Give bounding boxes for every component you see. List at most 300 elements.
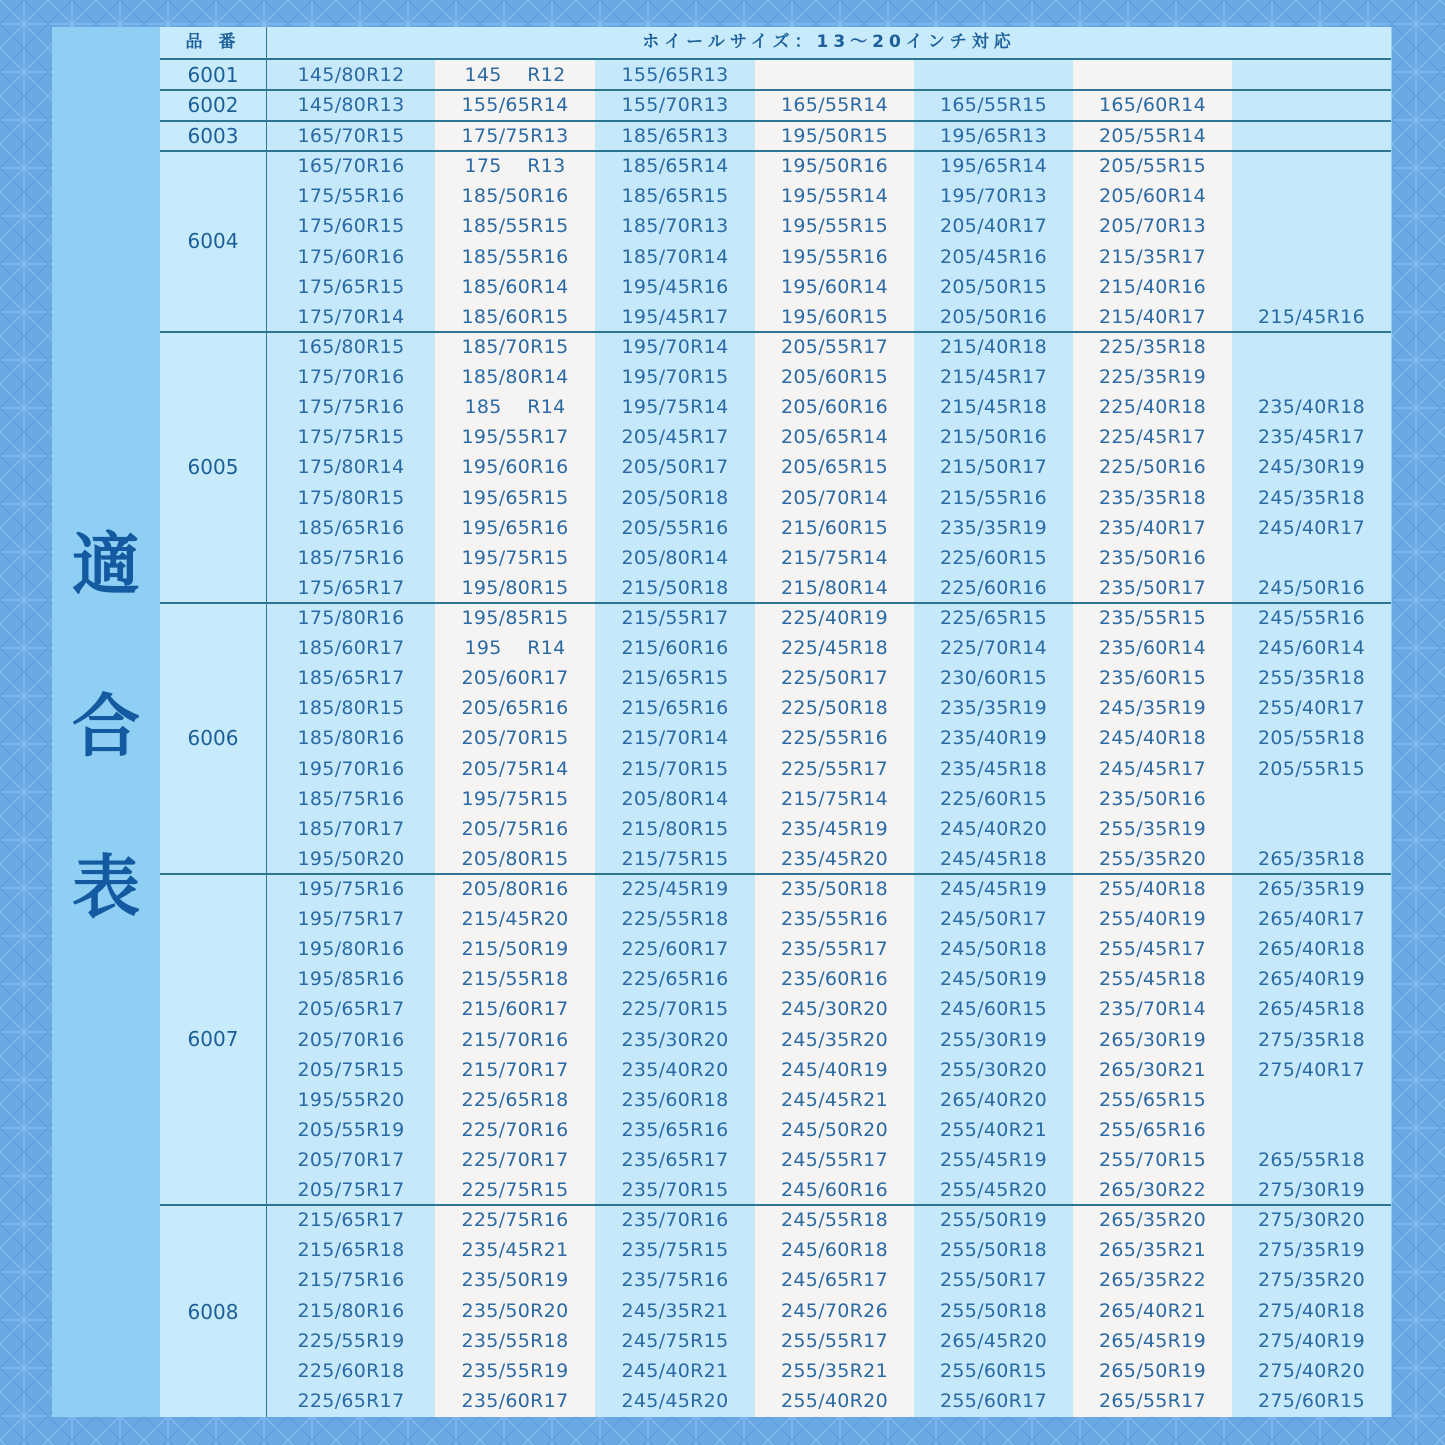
tire-size-cell: 215/80R15 <box>621 817 729 840</box>
tire-size-cell: 275/40R20 <box>1258 1360 1365 1382</box>
part-number: 6006 <box>187 726 239 750</box>
tire-size-cell: 245/35R20 <box>781 1028 888 1051</box>
tire-size-cell: 195/85R16 <box>297 968 405 991</box>
tire-size-cell: 195/70R16 <box>297 757 405 780</box>
tire-size-cell: 215/65R16 <box>621 697 729 720</box>
tire-size-cell: 215/45R20 <box>461 908 569 931</box>
tire-size-cell: 235/60R15 <box>1099 667 1206 690</box>
tire-size-cell: 195/75R14 <box>621 396 729 419</box>
tire-size-cell: 245/45R17 <box>1099 757 1206 780</box>
title-char-2: 合 <box>71 688 140 767</box>
tire-size-cell: 265/35R19 <box>1258 878 1365 900</box>
tire-size-cell: 195/85R15 <box>461 607 569 629</box>
tire-size-cell: 245/50R17 <box>940 908 1047 931</box>
tire-size-cell: 245/40R17 <box>1258 516 1365 539</box>
tire-size-cell: 225/55R17 <box>781 757 888 780</box>
tire-size-cell: 165/80R15 <box>297 336 405 358</box>
tire-size-cell: 215/55R18 <box>461 968 569 991</box>
part-number: 6004 <box>187 229 239 253</box>
tire-size-cell: 175/65R15 <box>297 275 405 298</box>
title-char-1: 適 <box>71 526 140 605</box>
tire-size-cell: 225/50R17 <box>781 667 888 690</box>
tire-size-cell: 215/50R18 <box>621 576 729 599</box>
tire-size-cell: 205/65R17 <box>297 998 405 1021</box>
tire-size-cell: 225/40R18 <box>1099 396 1206 419</box>
tire-size-cell: 205/80R15 <box>461 847 569 870</box>
tire-size-cell: 255/45R19 <box>940 1148 1047 1171</box>
tire-size-cell: 165/55R15 <box>940 94 1047 116</box>
tire-size-cell: 265/45R19 <box>1099 1329 1206 1352</box>
tire-size-cell: 195/70R14 <box>621 336 729 358</box>
tire-size-cell: 215/65R18 <box>297 1239 405 1262</box>
tire-size-cell: 245/50R19 <box>940 968 1047 991</box>
tire-size-cell: 255/40R17 <box>1258 697 1365 720</box>
tire-size-cell: 265/50R19 <box>1099 1360 1206 1382</box>
tire-size-cell: 205/60R14 <box>1099 185 1206 208</box>
tire-size-cell: 235/70R14 <box>1099 998 1206 1021</box>
tire-size-cell: 165/60R14 <box>1099 94 1206 116</box>
tire-size-cell: 225/50R16 <box>1099 456 1206 479</box>
tire-size-cell: 215/75R14 <box>781 546 888 569</box>
tire-size-cell: 195/75R15 <box>461 546 569 569</box>
tire-size-cell: 235/45R21 <box>461 1239 569 1262</box>
tire-size-cell: 245/30R20 <box>781 998 888 1021</box>
tire-size-cell: 225/65R18 <box>461 1088 569 1111</box>
tire-size-cell: 185/70R14 <box>621 245 729 268</box>
tire-size-cell: 205/65R14 <box>781 426 888 449</box>
tire-size-cell: 225/70R17 <box>461 1148 569 1171</box>
part-number: 6007 <box>187 1027 239 1051</box>
tire-size-cell: 235/50R19 <box>461 1269 569 1292</box>
tire-size-cell: 195/55R16 <box>781 245 888 268</box>
tire-size-cell: 175/80R14 <box>297 456 405 479</box>
tire-size-cell: 175/60R16 <box>297 245 405 268</box>
tire-size-cell: 245/40R18 <box>1099 727 1206 750</box>
tire-size-cell: 175/60R15 <box>297 215 405 238</box>
tire-size-cell: 215/55R16 <box>940 486 1047 509</box>
tire-size-cell: 145 R12 <box>464 64 566 86</box>
tire-size-cell: 225/75R15 <box>461 1179 569 1201</box>
tire-size-cell: 205/65R15 <box>781 456 888 479</box>
tire-size-cell: 245/50R20 <box>781 1118 888 1141</box>
tire-size-cell: 215/35R17 <box>1099 245 1206 268</box>
tire-size-cell: 195/45R16 <box>621 275 729 298</box>
tire-size-cell: 235/50R17 <box>1099 576 1206 599</box>
part-number: 6002 <box>187 93 239 117</box>
tire-size-cell: 215/50R19 <box>461 938 569 961</box>
tire-size-cell: 205/50R18 <box>621 486 729 509</box>
compatibility-table <box>160 27 1391 1417</box>
tire-size-cell: 185/65R15 <box>621 185 729 208</box>
tire-size-cell: 215/60R16 <box>621 637 729 660</box>
tire-size-cell: 235/40R19 <box>940 727 1047 750</box>
tire-size-cell: 155/65R13 <box>621 64 729 86</box>
tire-size-cell: 215/70R15 <box>621 757 729 780</box>
tire-size-cell: 195/75R16 <box>297 878 405 900</box>
tire-size-cell: 255/35R21 <box>781 1360 888 1382</box>
tire-size-cell: 175 R13 <box>464 155 566 177</box>
tire-size-cell: 265/40R17 <box>1258 908 1365 931</box>
tire-size-cell: 235/55R19 <box>461 1360 569 1382</box>
tire-size-cell: 225/70R14 <box>940 637 1047 660</box>
tire-size-cell: 215/80R16 <box>297 1299 405 1322</box>
tire-size-cell: 245/35R19 <box>1099 697 1206 720</box>
tire-size-cell: 195/50R16 <box>781 155 888 177</box>
tire-size-cell: 195/70R15 <box>621 366 729 389</box>
tire-size-cell: 235/65R16 <box>621 1118 729 1141</box>
tire-size-cell: 225/40R19 <box>781 607 888 629</box>
tire-size-cell: 255/50R17 <box>940 1269 1047 1292</box>
tire-size-cell: 165/70R16 <box>297 155 405 177</box>
tire-size-cell: 235/55R15 <box>1099 607 1206 629</box>
tire-size-cell: 205/75R17 <box>297 1179 405 1201</box>
tire-size-cell: 225/35R19 <box>1099 366 1206 389</box>
tire-size-cell: 245/35R21 <box>621 1299 729 1322</box>
tire-size-cell: 245/35R18 <box>1258 486 1365 509</box>
tire-size-cell: 215/50R16 <box>940 426 1047 449</box>
tire-size-cell: 235/40R17 <box>1099 516 1206 539</box>
tire-size-cell: 225/45R19 <box>621 878 729 900</box>
tire-size-cell: 215/40R18 <box>940 336 1047 358</box>
tire-size-cell: 205/50R17 <box>621 456 729 479</box>
tire-size-cell: 155/65R14 <box>461 94 569 116</box>
tire-size-cell: 245/50R18 <box>940 938 1047 961</box>
tire-size-cell: 205/70R14 <box>781 486 888 509</box>
tire-size-cell: 245/70R26 <box>781 1299 888 1322</box>
tire-size-cell: 235/75R15 <box>621 1239 729 1262</box>
tire-size-cell: 215/40R16 <box>1099 275 1206 298</box>
tire-size-cell: 205/55R16 <box>621 516 729 539</box>
tire-size-cell: 235/65R17 <box>621 1148 729 1171</box>
tire-size-cell: 265/40R19 <box>1258 968 1365 991</box>
part-number: 6003 <box>187 124 239 148</box>
tire-size-cell: 225/65R16 <box>621 968 729 991</box>
tire-size-cell: 235/60R17 <box>461 1390 569 1413</box>
wheel-size-header: ホイールサイズ：13〜20インチ対応 <box>642 32 1016 52</box>
tire-size-cell: 255/55R17 <box>781 1329 888 1352</box>
tire-size-cell: 245/75R15 <box>621 1329 729 1352</box>
tire-size-cell: 185/65R17 <box>297 667 405 690</box>
tire-size-cell: 245/60R14 <box>1258 637 1365 660</box>
tire-size-cell: 215/45R18 <box>940 396 1047 419</box>
tire-size-cell: 215/55R17 <box>621 607 729 629</box>
tire-size-cell: 215/75R16 <box>297 1269 405 1292</box>
tire-size-cell: 225/60R17 <box>621 938 729 961</box>
tire-size-cell: 215/50R17 <box>940 456 1047 479</box>
tire-size-cell: 175/55R16 <box>297 185 405 208</box>
tire-size-cell: 235/35R19 <box>940 516 1047 539</box>
tire-size-cell: 185/55R16 <box>461 245 569 268</box>
tire-size-cell: 185/80R16 <box>297 727 405 750</box>
tire-size-cell: 255/40R21 <box>940 1118 1047 1141</box>
tire-size-cell: 185/75R16 <box>297 546 405 569</box>
tire-size-cell: 175/75R13 <box>461 125 569 147</box>
tire-size-cell: 175/75R15 <box>297 426 405 449</box>
tire-size-cell: 235/45R17 <box>1258 426 1365 449</box>
tire-size-cell: 145/80R12 <box>297 64 405 86</box>
tire-size-cell: 195/65R14 <box>940 155 1047 177</box>
tire-size-cell: 245/45R18 <box>940 847 1047 870</box>
tire-size-cell: 185/60R15 <box>461 306 569 328</box>
tire-size-cell: 215/75R14 <box>781 787 888 810</box>
tire-size-cell: 185 R14 <box>464 396 566 419</box>
title-char-3: 表 <box>71 849 140 928</box>
tire-size-cell: 195/55R14 <box>781 185 888 208</box>
tire-size-cell: 215/40R17 <box>1099 306 1206 328</box>
tire-size-cell: 215/60R17 <box>461 998 569 1021</box>
tire-size-cell: 235/70R16 <box>621 1209 729 1231</box>
tire-size-cell: 205/80R14 <box>621 787 729 810</box>
tire-size-cell: 245/45R19 <box>940 878 1047 900</box>
tire-size-cell: 225/70R16 <box>461 1118 569 1141</box>
tire-size-cell: 185/75R16 <box>297 787 405 810</box>
tire-size-cell: 225/60R15 <box>940 546 1047 569</box>
tire-size-cell: 245/40R21 <box>621 1360 729 1382</box>
tire-size-cell: 255/35R18 <box>1258 667 1365 690</box>
tire-size-cell: 195/65R16 <box>461 516 569 539</box>
tire-size-cell: 165/70R15 <box>297 125 405 147</box>
tire-size-cell: 205/70R15 <box>461 727 569 750</box>
tire-size-cell: 255/35R19 <box>1099 817 1206 840</box>
tire-size-cell: 215/45R16 <box>1258 306 1365 328</box>
tire-size-cell: 205/65R16 <box>461 697 569 720</box>
tire-size-cell: 205/45R16 <box>940 245 1047 268</box>
tire-size-cell: 265/55R17 <box>1099 1390 1206 1413</box>
tire-size-cell: 185/55R15 <box>461 215 569 238</box>
tire-size-cell: 225/45R17 <box>1099 426 1206 449</box>
tire-size-cell: 255/40R19 <box>1099 908 1206 931</box>
tire-size-cell: 225/55R18 <box>621 908 729 931</box>
tire-size-cell: 245/60R16 <box>781 1179 888 1201</box>
tire-size-cell: 225/65R15 <box>940 607 1047 629</box>
tire-size-cell: 265/45R18 <box>1258 998 1365 1021</box>
tire-size-cell: 205/70R17 <box>297 1148 405 1171</box>
tire-size-cell: 225/75R16 <box>461 1209 569 1231</box>
tire-size-cell: 235/75R16 <box>621 1269 729 1292</box>
tire-size-cell: 215/70R16 <box>461 1028 569 1051</box>
tire-size-cell: 195/55R20 <box>297 1088 405 1111</box>
tire-size-cell: 205/80R14 <box>621 546 729 569</box>
tire-size-cell: 215/75R15 <box>621 847 729 870</box>
tire-size-cell: 195/55R15 <box>781 215 888 238</box>
tire-size-cell: 275/40R17 <box>1258 1058 1365 1081</box>
tire-size-cell: 255/50R18 <box>940 1239 1047 1262</box>
part-number-header: 品 番 <box>185 32 241 52</box>
tire-size-cell: 195/65R15 <box>461 486 569 509</box>
tire-size-cell: 205/50R16 <box>940 306 1047 328</box>
tire-size-cell: 245/60R15 <box>940 998 1047 1021</box>
tire-size-cell: 205/70R16 <box>297 1028 405 1051</box>
tire-size-cell: 245/45R21 <box>781 1088 888 1111</box>
tire-size-cell: 265/30R19 <box>1099 1028 1206 1051</box>
tire-size-cell: 195/75R15 <box>461 787 569 810</box>
tire-size-cell: 175/80R16 <box>297 607 405 629</box>
tire-size-cell: 175/70R16 <box>297 366 405 389</box>
tire-size-cell: 215/70R17 <box>461 1058 569 1081</box>
tire-size-cell: 185/50R16 <box>461 185 569 208</box>
tire-size-cell: 275/60R15 <box>1258 1390 1365 1413</box>
tire-size-cell: 255/60R15 <box>940 1360 1047 1382</box>
tire-size-cell: 265/30R22 <box>1099 1179 1206 1201</box>
tire-size-cell: 195/80R16 <box>297 938 405 961</box>
side-title <box>52 27 160 1417</box>
tire-size-cell: 265/55R18 <box>1258 1148 1365 1171</box>
tire-size-cell: 255/60R17 <box>940 1390 1047 1413</box>
tire-size-cell: 265/45R20 <box>940 1329 1047 1352</box>
tire-size-cell: 195/45R17 <box>621 306 729 328</box>
tire-size-cell: 275/35R19 <box>1258 1239 1365 1262</box>
tire-size-cell: 205/55R18 <box>1258 727 1365 750</box>
tire-size-cell: 175/80R15 <box>297 486 405 509</box>
tire-size-cell: 195/70R13 <box>940 185 1047 208</box>
tire-size-cell: 195/50R20 <box>297 847 405 870</box>
tire-size-cell: 235/55R17 <box>781 938 888 961</box>
tire-size-cell: 230/60R15 <box>940 667 1047 690</box>
tire-size-cell: 255/45R17 <box>1099 938 1206 961</box>
tire-size-cell: 205/80R16 <box>461 878 569 900</box>
tire-size-cell: 235/45R19 <box>781 817 888 840</box>
tire-size-cell: 265/35R21 <box>1099 1239 1206 1262</box>
tire-size-cell: 185/65R14 <box>621 155 729 177</box>
tire-size-cell: 235/60R18 <box>621 1088 729 1111</box>
tire-size-cell: 225/60R18 <box>297 1360 405 1382</box>
part-number: 6008 <box>187 1300 239 1324</box>
tire-size-cell: 235/50R16 <box>1099 787 1206 810</box>
tire-size-cell: 255/50R19 <box>940 1209 1047 1231</box>
tire-size-cell: 205/70R13 <box>1099 215 1206 238</box>
part-number: 6001 <box>187 63 239 87</box>
tire-size-cell: 235/40R20 <box>621 1058 729 1081</box>
tire-size-cell: 235/55R16 <box>781 908 888 931</box>
tire-size-cell: 195/75R17 <box>297 908 405 931</box>
tire-size-cell: 185/70R13 <box>621 215 729 238</box>
tire-size-cell: 225/55R16 <box>781 727 888 750</box>
tire-size-cell: 195/55R17 <box>461 426 569 449</box>
tire-size-cell: 175/65R17 <box>297 576 405 599</box>
tire-size-cell: 245/55R16 <box>1258 607 1365 629</box>
tire-size-cell: 185/70R15 <box>461 336 569 358</box>
tire-size-cell: 255/65R15 <box>1099 1088 1206 1111</box>
tire-size-cell: 185/60R14 <box>461 275 569 298</box>
tire-size-cell: 195/60R14 <box>781 275 888 298</box>
tire-size-cell: 205/60R15 <box>781 366 888 389</box>
tire-size-cell: 215/80R14 <box>781 576 888 599</box>
tire-size-cell: 225/70R15 <box>621 998 729 1021</box>
tire-size-cell: 265/40R21 <box>1099 1299 1206 1322</box>
tire-size-cell: 215/60R15 <box>781 516 888 539</box>
tire-size-cell: 225/55R19 <box>297 1329 405 1352</box>
tire-size-cell: 165/55R14 <box>781 94 888 116</box>
tire-size-cell: 205/55R14 <box>1099 125 1206 147</box>
tire-size-cell: 185/60R17 <box>297 637 405 660</box>
tire-size-cell: 245/40R20 <box>940 817 1047 840</box>
tire-size-cell: 235/45R18 <box>940 757 1047 780</box>
tire-size-cell: 255/50R18 <box>940 1299 1047 1322</box>
tire-size-cell: 195/65R13 <box>940 125 1047 147</box>
tire-size-cell: 255/65R16 <box>1099 1118 1206 1141</box>
tire-size-cell: 205/50R15 <box>940 275 1047 298</box>
tire-size-cell: 225/35R18 <box>1099 336 1206 358</box>
tire-size-cell: 235/70R15 <box>621 1179 729 1201</box>
tire-size-cell: 275/30R19 <box>1258 1179 1365 1201</box>
tire-size-cell: 215/70R14 <box>621 727 729 750</box>
tire-size-cell: 205/75R14 <box>461 757 569 780</box>
tire-size-cell: 265/40R20 <box>940 1088 1047 1111</box>
tire-size-cell: 255/45R20 <box>940 1179 1047 1201</box>
tire-size-cell: 175/70R14 <box>297 306 405 328</box>
tire-size-cell: 205/60R17 <box>461 667 569 690</box>
tire-size-cell: 195/60R16 <box>461 456 569 479</box>
tire-size-cell: 205/55R15 <box>1258 757 1365 780</box>
tire-size-cell: 265/35R18 <box>1258 847 1365 870</box>
tire-size-cell: 205/55R17 <box>781 336 888 358</box>
tire-size-cell: 205/60R16 <box>781 396 888 419</box>
tire-size-cell: 195/50R15 <box>781 125 888 147</box>
tire-size-cell: 205/75R15 <box>297 1058 405 1081</box>
tire-size-cell: 255/70R15 <box>1099 1148 1206 1171</box>
tire-size-cell: 205/55R15 <box>1099 155 1206 177</box>
tire-size-cell: 215/45R17 <box>940 366 1047 389</box>
tire-size-cell: 185/65R16 <box>297 516 405 539</box>
tire-size-cell: 235/40R18 <box>1258 396 1365 419</box>
tire-size-cell: 275/40R18 <box>1258 1299 1365 1322</box>
tire-size-cell: 265/35R20 <box>1099 1209 1206 1231</box>
tire-size-cell: 235/50R18 <box>781 878 888 900</box>
tire-size-cell: 255/40R20 <box>781 1390 888 1413</box>
tire-size-cell: 265/35R22 <box>1099 1269 1206 1292</box>
tire-size-cell: 245/40R19 <box>781 1058 888 1081</box>
tire-size-cell: 275/35R20 <box>1258 1269 1365 1292</box>
tire-size-cell: 215/65R17 <box>297 1209 405 1231</box>
tire-size-cell: 235/35R18 <box>1099 486 1206 509</box>
tire-size-cell: 215/65R15 <box>621 667 729 690</box>
tire-size-cell: 205/45R17 <box>621 426 729 449</box>
tire-size-cell: 235/60R16 <box>781 968 888 991</box>
tire-size-cell: 225/50R18 <box>781 697 888 720</box>
tire-size-cell: 235/30R20 <box>621 1028 729 1051</box>
tire-size-cell: 195/60R15 <box>781 306 888 328</box>
tire-size-cell: 235/45R20 <box>781 847 888 870</box>
tire-size-cell: 195/80R15 <box>461 576 569 599</box>
tire-size-cell: 275/35R18 <box>1258 1028 1365 1051</box>
tire-size-cell: 255/30R20 <box>940 1058 1047 1081</box>
tire-size-cell: 235/55R18 <box>461 1329 569 1352</box>
tire-size-cell: 205/75R16 <box>461 817 569 840</box>
tire-size-cell: 255/35R20 <box>1099 847 1206 870</box>
tire-size-cell: 235/50R20 <box>461 1299 569 1322</box>
tire-size-cell: 185/65R13 <box>621 125 729 147</box>
tire-size-cell: 255/40R18 <box>1099 878 1206 900</box>
tire-size-cell: 145/80R13 <box>297 94 405 116</box>
tire-size-cell: 205/40R17 <box>940 215 1047 238</box>
tire-size-cell: 225/65R17 <box>297 1390 405 1413</box>
tire-size-cell: 275/40R19 <box>1258 1329 1365 1352</box>
tire-size-cell: 275/30R20 <box>1258 1209 1365 1231</box>
tire-size-cell: 265/30R21 <box>1099 1058 1206 1081</box>
tire-size-cell: 225/45R18 <box>781 637 888 660</box>
tire-size-cell: 235/50R16 <box>1099 546 1206 569</box>
tire-size-cell: 245/50R16 <box>1258 576 1365 599</box>
tire-size-cell: 255/30R19 <box>940 1028 1047 1051</box>
tire-size-cell: 185/80R14 <box>461 366 569 389</box>
tire-size-cell: 245/45R20 <box>621 1390 729 1413</box>
tire-size-cell: 185/80R15 <box>297 697 405 720</box>
tire-size-cell: 245/65R17 <box>781 1269 888 1292</box>
tire-size-cell: 235/35R19 <box>940 697 1047 720</box>
tire-size-cell: 245/55R18 <box>781 1209 888 1231</box>
tire-size-cell: 155/70R13 <box>621 94 729 116</box>
tire-size-cell: 235/60R14 <box>1099 637 1206 660</box>
